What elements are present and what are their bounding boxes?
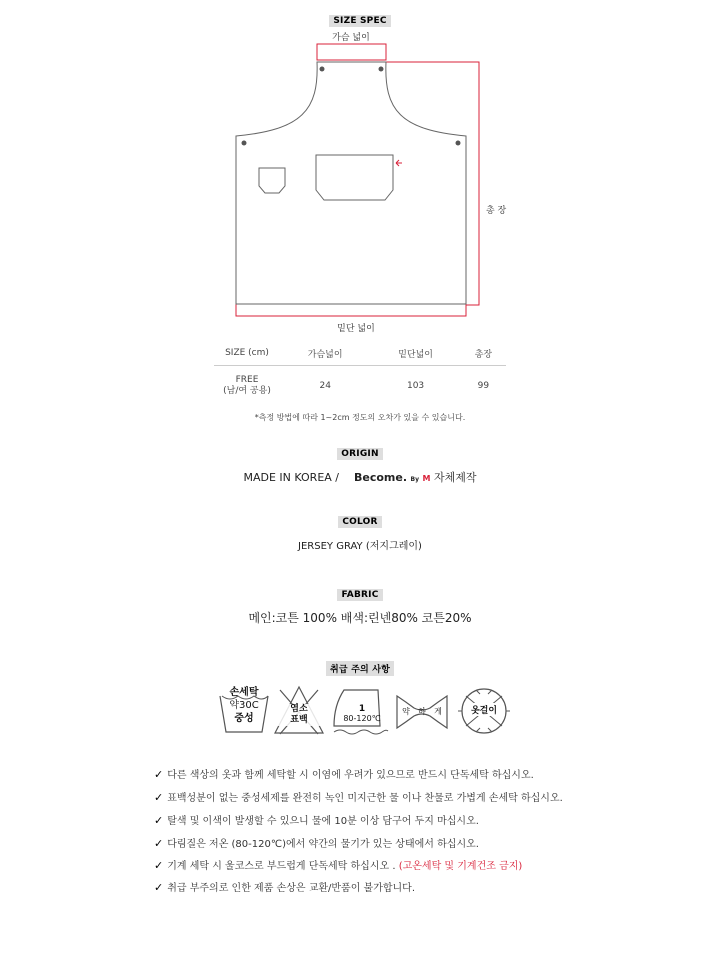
origin-suffix: 자체제작 — [433, 471, 477, 484]
size-name-cell — [214, 366, 280, 407]
hem-width-marker — [236, 304, 466, 316]
size-name: FREE — [235, 375, 259, 385]
check-icon: ✓ — [154, 859, 164, 872]
iron-text: 1 80-120℃ — [343, 704, 381, 723]
pocket-arrow — [396, 160, 402, 166]
care-warning: (고온세탁 및 기계건조 금지) — [398, 861, 523, 872]
size-table-header: SIZE (cm) — [214, 341, 280, 366]
fabric-text: 메인:코튼 100% 배색:린넨80% 코튼20% — [248, 611, 472, 625]
size-sub: (남/여 공용) — [223, 386, 271, 396]
size-table-header: 총장 — [461, 341, 506, 366]
size-value: 99 — [477, 380, 490, 391]
apron-outline — [236, 62, 466, 304]
small-pocket — [259, 168, 285, 193]
color-header: COLOR — [0, 509, 720, 528]
wring-gently-text: 약 하 게 — [402, 707, 442, 716]
total-length-label: 총 장 — [486, 206, 507, 216]
size-table-header-row — [214, 341, 506, 366]
size-table-header: 밑단넓이 — [370, 341, 460, 366]
hem-width-label: 밑단 넓이 — [337, 324, 375, 334]
care-header: 취급 주의 사항 — [0, 657, 720, 676]
fabric-header: FABRIC — [0, 582, 720, 601]
large-pocket — [316, 155, 393, 200]
hand-wash-text: 손세탁 약30C 중성 — [229, 687, 259, 724]
care-note: ✓ 기계 세탁 시 울코스로 부드럽게 단독세탁 하십시오 . (고온세탁 및 기계건조 금지) — [154, 859, 523, 872]
length-marker — [386, 62, 479, 305]
check-icon: ✓ — [154, 881, 164, 894]
brand-logo-icon: M — [422, 474, 431, 483]
no-bleach-text: 염소 표백 — [277, 704, 321, 726]
care-note: ✓ 다른 색상의 옷과 함께 세탁할 시 이염에 우려가 있으므로 반드시 단독세탁 하십시오. — [154, 768, 534, 781]
size-value: 24 — [319, 380, 331, 391]
brand-name: Become. — [354, 471, 408, 484]
origin-line — [0, 469, 720, 485]
care-note: ✓ 표백성분이 없는 중성세제를 완전히 녹인 미지근한 물 이나 찬물로 가볍게 손세탁 하십시오. — [154, 791, 563, 804]
origin-header: ORIGIN — [0, 441, 720, 460]
grommet — [242, 141, 247, 146]
care-note: ✓ 다림질은 저온 (80-120℃)에서 약간의 물기가 있는 상태에서 하십시오. — [154, 837, 479, 850]
check-icon: ✓ — [154, 814, 164, 827]
color-text: JERSEY GRAY (저지그레이) — [298, 541, 422, 552]
chest-width-marker — [317, 44, 386, 60]
chest-width-label: 가슴 넓이 — [332, 33, 370, 43]
size-table-row — [214, 366, 506, 407]
grommet — [456, 141, 461, 146]
brand-by: By — [410, 476, 420, 483]
care-note: ✓ 취급 부주의로 인한 제품 손상은 교환/반품이 불가합니다. — [154, 881, 416, 894]
check-icon: ✓ — [154, 791, 164, 804]
check-icon: ✓ — [154, 837, 164, 850]
size-table — [214, 341, 506, 406]
grommet — [320, 67, 325, 72]
measurement-note: *측정 방법에 따라 1~2cm 정도의 오차가 있을 수 있습니다. — [254, 413, 466, 422]
size-spec-header: SIZE SPEC — [0, 8, 720, 27]
care-note: ✓ 탈색 및 이색이 발생할 수 있으니 물에 10분 이상 담구어 두지 마십시오. — [154, 814, 479, 827]
hanger-dry-text: 옷걸이 — [468, 703, 500, 716]
size-value: 103 — [406, 380, 425, 391]
grommet — [379, 67, 384, 72]
origin-text: MADE IN KOREA / — [243, 471, 339, 484]
size-table-header: 가슴넓이 — [280, 341, 370, 366]
check-icon: ✓ — [154, 768, 164, 781]
apron-diagram — [0, 0, 720, 340]
